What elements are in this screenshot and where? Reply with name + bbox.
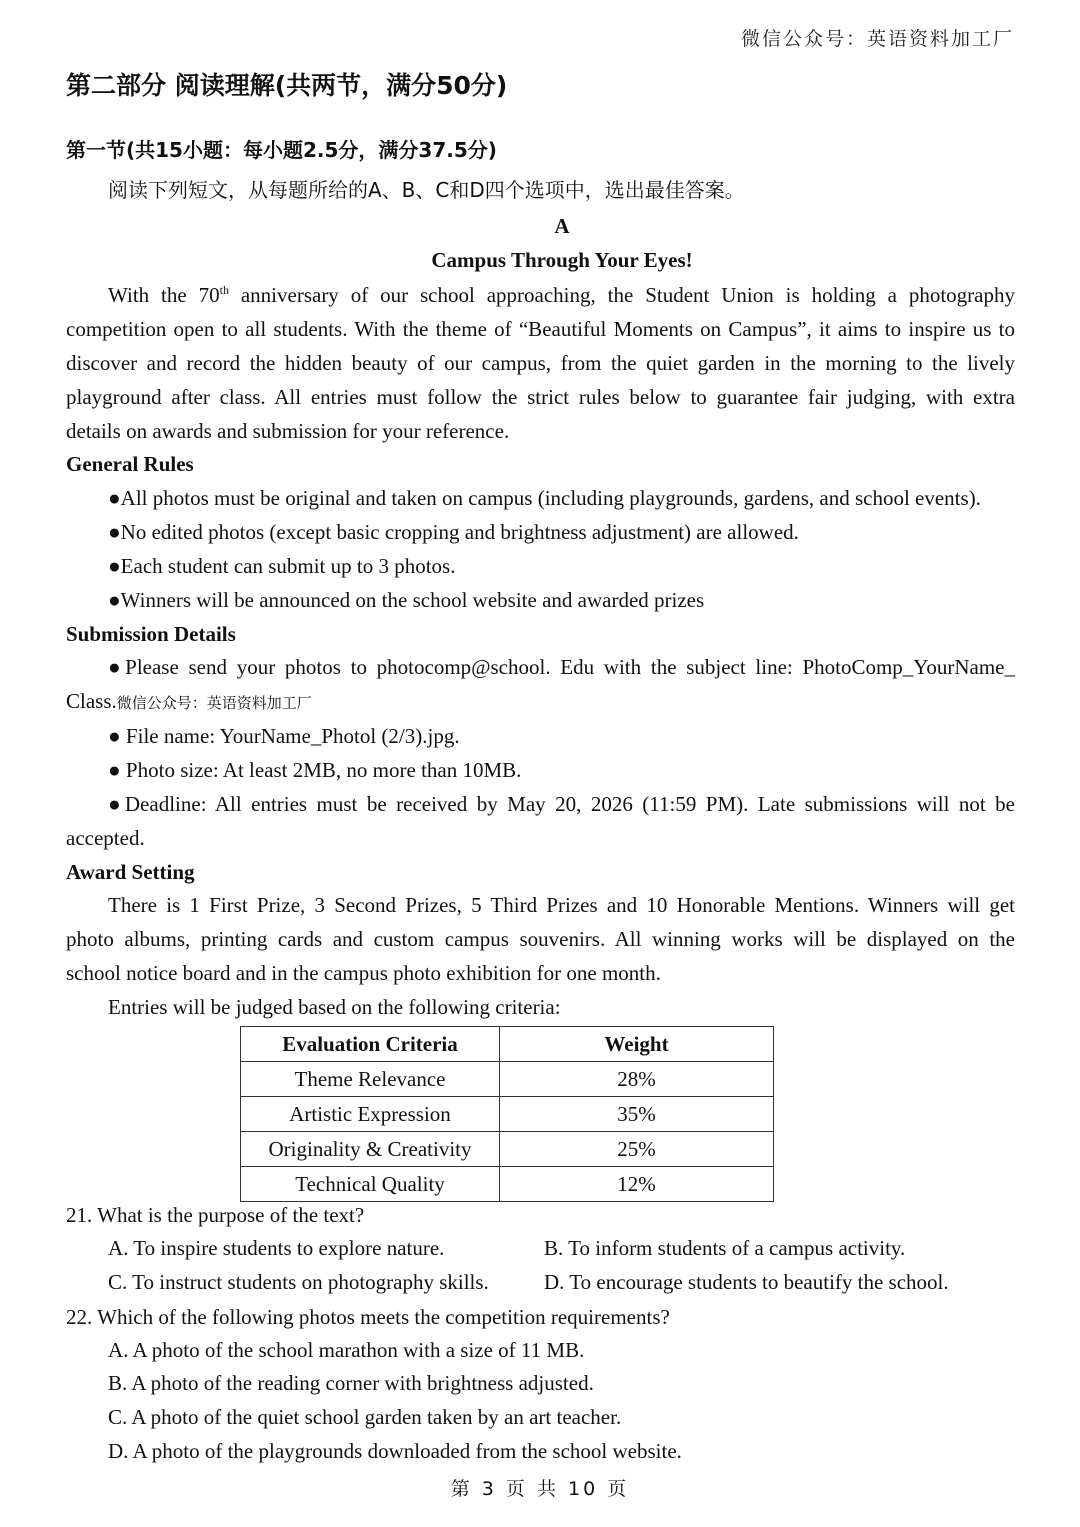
question-22-option-a[interactable]: A. A photo of the school marathon with a size of 11 MB. — [108, 1338, 585, 1362]
award-heading: Award Setting — [66, 860, 195, 884]
question-21-option-a[interactable]: A. To inspire students to explore nature. — [108, 1236, 445, 1260]
question-22-option-d[interactable]: D. A photo of the playgrounds downloaded from the school website. — [108, 1439, 682, 1463]
submission-deadline-line-2: accepted. — [66, 826, 145, 850]
page-footer: 第 3 页 共 10 页 — [450, 1478, 630, 1500]
question-21-option-b[interactable]: B. To inform students of a campus activity. — [544, 1236, 906, 1260]
table-cell: Originality & Creativity — [241, 1132, 500, 1167]
table-cell: 35% — [500, 1097, 774, 1132]
question-22-option-b[interactable]: B. A photo of the reading corner with brightness adjusted. — [108, 1371, 594, 1395]
header-watermark: 微信公众号：英语资料加工厂 — [740, 28, 1014, 50]
question-21-option-c[interactable]: C. To instruct students on photography skills. — [108, 1270, 489, 1294]
table-row — [241, 1167, 774, 1202]
criteria-intro: Entries will be judged based on the following criteria: — [108, 995, 561, 1019]
award-line-3: school notice board and in the campus photo exhibition for one month. — [66, 961, 661, 985]
intro-line-5: details on awards and submission for your reference. — [66, 419, 510, 443]
rule-item: ●Winners will be announced on the school website and awarded prizes — [108, 588, 705, 612]
question-21-stem: 21. What is the purpose of the text? — [66, 1203, 365, 1227]
intro-line-3: discover and record the hidden beauty of our campus, from the quiet garden in the morning to the lively — [66, 351, 1015, 375]
submission-email-line-1: ●Please send your photos to photocomp@school. Edu with the subject line: PhotoComp_YourName_ — [108, 655, 1015, 679]
intro-line-4: playground after class. All entries must follow the strict rules below to guarantee fair judging, with extra — [66, 385, 1015, 409]
table-cell: 25% — [500, 1132, 774, 1167]
submission-email-line-2: Class.微信公众号：英语资料加工厂 — [66, 689, 312, 713]
award-line-2: photo albums, printing cards and custom campus souvenirs. All winning works will be displayed on the — [66, 927, 1015, 951]
criteria-table — [240, 1026, 774, 1202]
table-header-row — [241, 1027, 774, 1062]
rule-item: ●No edited photos (except basic cropping and brightness adjustment) are allowed. — [108, 520, 799, 544]
intro-line-2: competition open to all students. With the theme of “Beautiful Moments on Campus”, it aims to inspire us to — [66, 317, 1015, 341]
rule-item: ●Each student can submit up to 3 photos. — [108, 554, 456, 578]
table-cell: 28% — [500, 1062, 774, 1097]
table-header-cell: Evaluation Criteria — [241, 1027, 500, 1062]
table-cell: 12% — [500, 1167, 774, 1202]
table-cell: Technical Quality — [241, 1167, 500, 1202]
table-cell: Theme Relevance — [241, 1062, 500, 1097]
question-22-stem: 22. Which of the following photos meets the competition requirements? — [66, 1305, 670, 1329]
inline-watermark: 微信公众号：英语资料加工厂 — [116, 694, 312, 712]
instruction-text: 阅读下列短文，从每题所给的A、B、C和D四个选项中，选出最佳答案。 — [108, 178, 745, 202]
section-title: 第一节(共15小题：每小题2.5分，满分37.5分) — [66, 138, 497, 162]
intro-line-1: With the 70th anniversary of our school approaching, the Student Union is holding a photography — [108, 283, 1015, 307]
passage-title: Campus Through Your Eyes! — [431, 248, 693, 272]
table-row — [241, 1062, 774, 1097]
submission-heading: Submission Details — [66, 622, 236, 646]
award-line-1: There is 1 First Prize, 3 Second Prizes, 5 Third Prizes and 10 Honorable Mentions. Winners will get — [108, 893, 1015, 917]
table-cell: Artistic Expression — [241, 1097, 500, 1132]
submission-photo-size: ● Photo size: At least 2MB, no more than 10MB. — [108, 758, 522, 782]
table-header-cell: Weight — [500, 1027, 774, 1062]
general-rules-heading: General Rules — [66, 452, 194, 476]
submission-file-name: ● File name: YourName_Photol (2/3).jpg. — [108, 724, 460, 748]
submission-deadline-line-1: ●Deadline: All entries must be received by May 20, 2026 (11:59 PM). Late submissions will not be — [108, 792, 1015, 816]
table-row — [241, 1132, 774, 1167]
rule-item: ●All photos must be original and taken on campus (including playgrounds, gardens, and school events). — [108, 486, 981, 510]
question-21-option-d[interactable]: D. To encourage students to beautify the school. — [544, 1270, 949, 1294]
question-22-option-c[interactable]: C. A photo of the quiet school garden taken by an art teacher. — [108, 1405, 622, 1429]
table-row — [241, 1097, 774, 1132]
passage-label: A — [554, 214, 570, 238]
part-title: 第二部分 阅读理解(共两节，满分50分) — [66, 71, 508, 100]
